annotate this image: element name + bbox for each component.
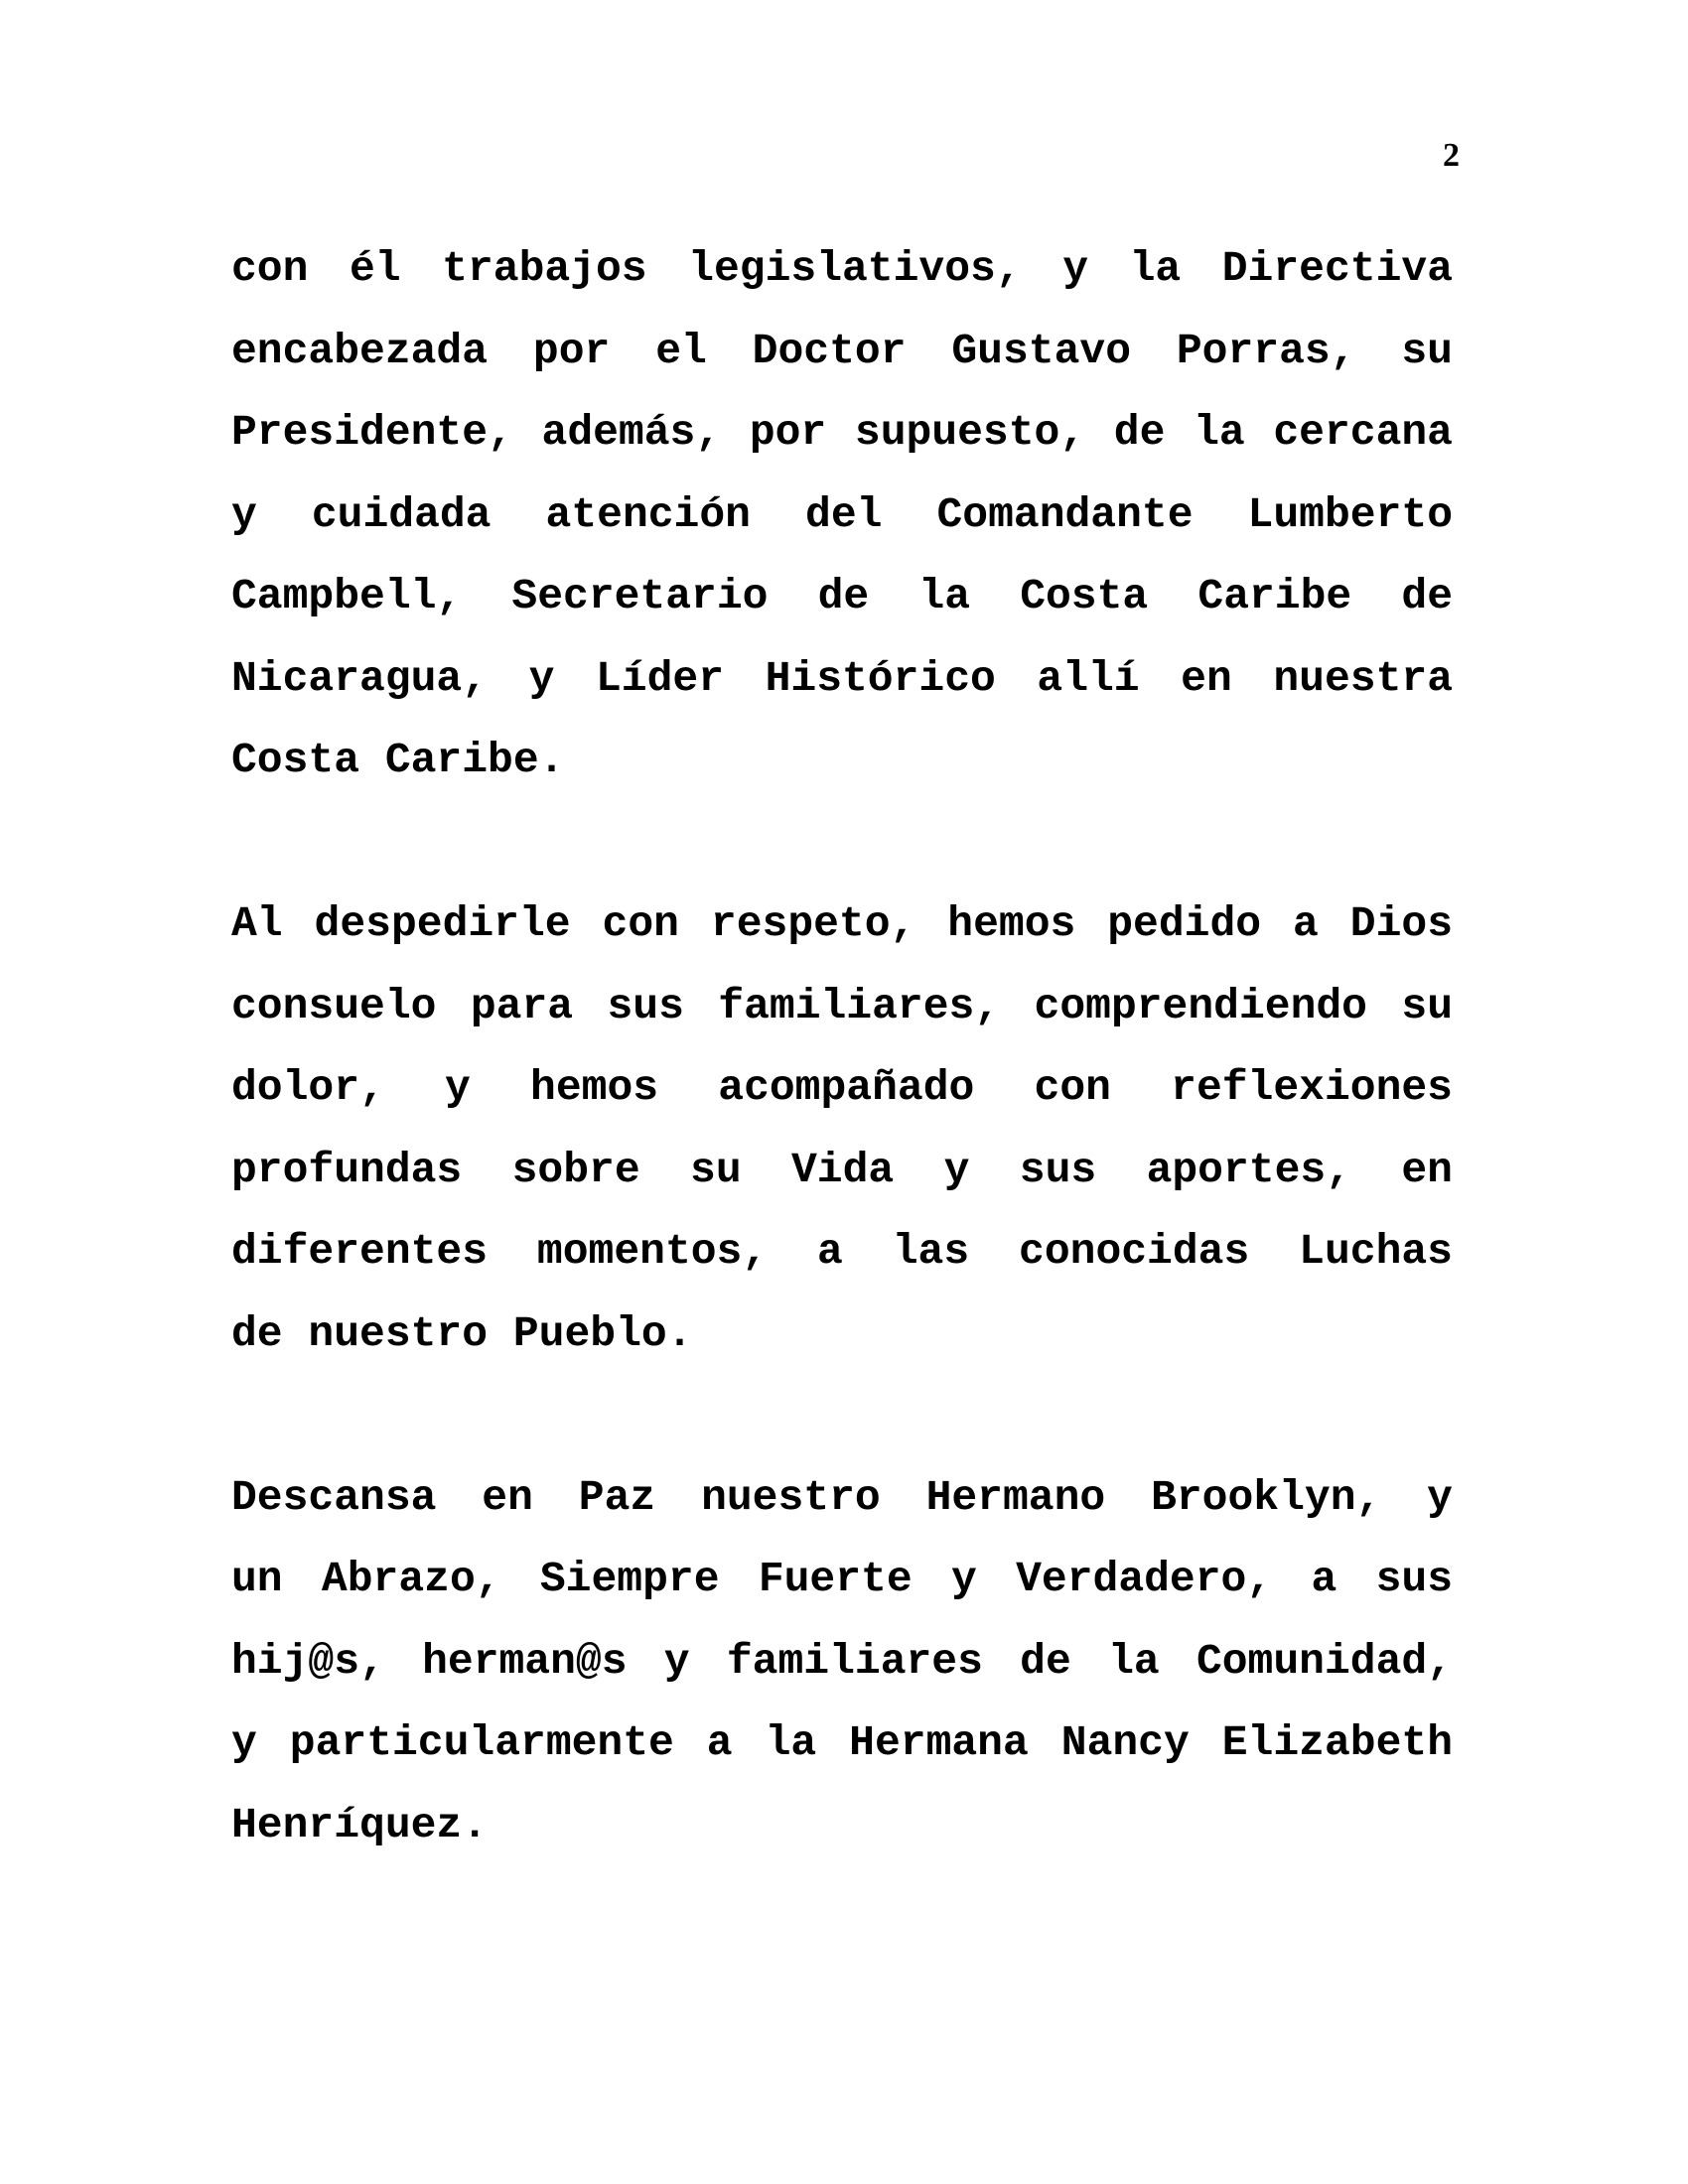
text-line: diferentes momentos, a las conocidas Luchas: [231, 1227, 1453, 1276]
text-line: Descansa en Paz nuestro Hermano Brooklyn, y: [231, 1472, 1453, 1522]
text-line: y cuidada atención del Comandante Lumberto: [231, 489, 1453, 539]
text-line: encabezada por el Doctor Gustavo Porras, su: [231, 326, 1453, 375]
text-line: Campbell, Secretario de la Costa Caribe de: [231, 572, 1453, 620]
text-line: consuelo para sus familiares, comprendiendo su: [231, 981, 1453, 1030]
text-line: Al despedirle con respeto, hemos pedido a Dios: [231, 899, 1453, 948]
text-line: profundas sobre su Vida y sus aportes, en: [231, 1145, 1453, 1194]
text-line: Henríquez.: [231, 1800, 489, 1849]
text-line: de nuestro Pueblo.: [231, 1308, 693, 1358]
text-line: un Abrazo, Siempre Fuerte y Verdadero, a sus: [231, 1555, 1453, 1603]
text-line: Presidente, además, por supuesto, de la cercana: [231, 408, 1453, 457]
document-body: [231, 228, 1453, 1866]
text-line: con él trabajos legislativos, y la Directiva: [231, 244, 1453, 293]
paragraph-3: [231, 1457, 1453, 1867]
page-number: 2: [1443, 137, 1460, 174]
paragraph-1: [231, 228, 1453, 802]
text-line: hij@s, herman@s y familiares de la Comunidad,: [231, 1636, 1453, 1686]
text-line: y particularmente a la Hermana Nancy Elizabeth: [231, 1718, 1453, 1767]
text-line: Costa Caribe.: [231, 736, 565, 784]
paragraph-2: [231, 884, 1453, 1375]
text-line: dolor, y hemos acompañado con reflexiones: [231, 1063, 1453, 1112]
text-line: Nicaragua, y Líder Histórico allí en nuestra: [231, 653, 1453, 703]
